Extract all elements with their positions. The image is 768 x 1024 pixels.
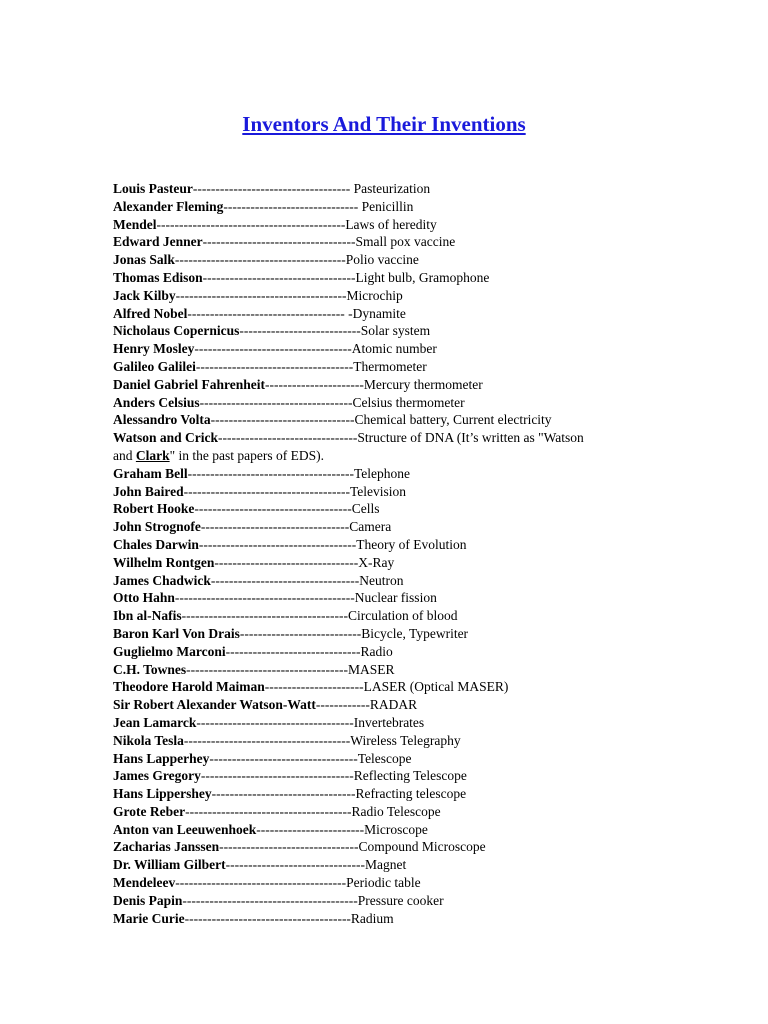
invention-text: -----------------------------------Atomic number [194,341,437,357]
list-item [113,625,653,643]
invention-text: --------------------------------------Periodic table [175,875,421,891]
inventor-name: Baron Karl Von Drais [113,625,240,641]
list-item [113,394,653,412]
list-item [113,518,653,536]
inventor-name: John Baired [113,483,184,499]
inventor-name: Louis Pasteur [113,181,193,196]
list-item [113,892,653,910]
invention-text: -----------------------------------Cells [194,501,380,517]
invention-text: -------------------------------Structure of DNA (It’s written as "Watson [218,430,584,446]
invention-text: ---------------------------------Telescope [209,750,412,766]
invention-text: -----------------------------------Theory of Evolution [198,536,467,552]
invention-text: ----------------------------------Small pox vaccine [202,234,456,250]
invention-text: -------------------------------------Television [183,483,407,499]
list-item [113,678,653,696]
invention-text: -------------------------------Magnet [225,857,407,873]
invention-text: ------------------------------------MASER [186,661,395,677]
list-item [113,376,653,394]
list-item [113,661,653,679]
list-item [113,465,653,483]
inventor-name: John Strognofe [113,519,201,535]
inventor-name: Anders Celsius [113,394,200,410]
invention-text: ---------------------------------------Pressure cooker [182,892,444,908]
list-item [113,732,653,750]
invention-text: ---------------------------------Neutron [210,572,404,588]
invention-text: ---------------------------------Camera [200,519,392,535]
invention-text: ----------------------------------Light bulb, Gramophone [202,269,490,285]
list-item [113,411,653,429]
invention-text: ------------------------------ Penicillin [223,198,414,214]
invention-text: -------------------------------------Radium [184,910,394,926]
invention-text: ------------------------------Radio [225,643,393,659]
inventor-name: Edward Jenner [113,234,203,250]
list-item [113,500,653,518]
list-item [113,714,653,732]
invention-text: ----------------------------------- -Dynamite [187,305,406,321]
list-item [113,785,653,803]
list-item [113,838,653,856]
invention-text: -------------------------------------Radio Telescope [185,803,441,819]
invention-text: ------------------------------------------Laws of heredity [156,216,437,232]
list-item [113,696,653,714]
inventor-name: Mendeleev [113,875,176,891]
list-item [113,429,653,465]
inventor-name: James Chadwick [113,572,211,588]
list-item [113,821,653,839]
inventor-name: Nikola Tesla [113,732,184,748]
document-title: Inventors And Their Inventions [242,112,526,136]
inventor-name: Hans Lippershey [113,786,212,802]
inventor-name: Thomas Edison [113,269,203,285]
list-item [113,767,653,785]
list-item [113,233,653,251]
list-item [113,287,653,305]
list-item [113,198,653,216]
list-item [113,607,653,625]
invention-text: ---------------------------Solar system [239,323,431,339]
inventor-name: Robert Hooke [113,501,195,517]
invention-text: ----------------------------------Reflecting Telescope [200,768,467,784]
list-item [113,322,653,340]
inventor-name: Otto Hahn [113,590,175,606]
inventor-name: Ibn al-Nafis [113,608,182,624]
invention-text: ----------------------------------- Pasteurization [192,181,431,196]
inventor-name: Alexander Fleming [113,198,224,214]
list-item [113,269,653,287]
list-item [113,572,653,590]
list-item [113,856,653,874]
invention-text: -------------------------------------Circulation of blood [181,608,458,624]
inventor-name: Daniel Gabriel Fahrenheit [113,376,265,392]
list-item [113,251,653,269]
inventor-list [113,180,653,927]
invention-text: --------------------------------Refracting telescope [211,786,467,802]
inventor-name: Jean Lamarck [113,714,197,730]
inventor-name: Hans Lapperhey [113,750,210,766]
invention-text: -----------------------------------Thermometer [195,358,427,374]
invention-text: -------------------------------------Telephone [187,465,410,481]
inventor-name: Jack Kilby [113,287,176,303]
list-item [113,589,653,607]
invention-text: ----------------------LASER (Optical MASER) [264,679,509,695]
list-item [113,910,653,928]
invention-text: ---------------------------Bicycle, Typewriter [239,625,469,641]
list-item [113,216,653,234]
inventor-name: Galileo Galilei [113,358,196,374]
list-item [113,874,653,892]
inventor-name: Jonas Salk [113,252,175,268]
list-item [113,340,653,358]
invention-text: ------------------------Microscope [256,821,428,837]
invention-text: --------------------------------Chemical battery, Current electricity [210,412,552,428]
inventor-name: C.H. Townes [113,661,187,677]
inventor-name: Grote Reber [113,803,186,819]
inventor-name: Graham Bell [113,465,188,481]
invention-text: -------------------------------------Wireless Telegraphy [183,732,461,748]
inventor-name: Wilhelm Rontgen [113,554,215,570]
invention-text: --------------------------------X-Ray [214,554,395,570]
list-item [113,643,653,661]
list-item [113,483,653,501]
list-item [113,358,653,376]
invention-text: ------------RADAR [315,697,418,713]
list-item [113,305,653,323]
inventor-name: James Gregory [113,768,201,784]
inventor-name: Watson and Crick [113,430,219,446]
list-item [113,803,653,821]
inventor-name: Zacharias Janssen [113,839,220,855]
invention-text: --------------------------------------Polio vaccine [174,252,419,268]
continuation-line [113,447,653,465]
invention-text: -----------------------------------Invertebrates [196,714,425,730]
continuation-text: and [113,447,136,463]
inventor-name: Mendel [113,216,157,232]
inventor-name: Nicholaus Copernicus [113,323,240,339]
clark-link[interactable]: Clark [135,447,170,463]
inventor-name: Dr. William Gilbert [113,857,226,873]
invention-text: ----------------------------------------Nuclear fission [174,590,437,606]
inventor-name: Alessandro Volta [113,412,211,428]
inventor-name: Theodore Harold Maiman [113,679,265,695]
inventor-name: Chales Darwin [113,536,199,552]
inventor-name: Sir Robert Alexander Watson-Watt [113,697,316,713]
inventor-name: Henry Mosley [113,341,195,357]
inventor-name: Marie Curie [113,910,185,926]
invention-text: ----------------------Mercury thermometer [265,376,483,392]
inventor-name: Anton van Leeuwenhoek [113,821,257,837]
list-item [113,180,653,198]
invention-text: -------------------------------Compound Microscope [219,839,486,855]
invention-text: ----------------------------------Celsius thermometer [199,394,465,410]
inventor-name: Guglielmo Marconi [113,643,226,659]
list-item [113,536,653,554]
inventor-name: Alfred Nobel [113,305,188,321]
list-item [113,554,653,572]
invention-text: --------------------------------------Microchip [175,287,403,303]
list-item [113,750,653,768]
continuation-text: " in the past papers of EDS). [169,447,324,463]
inventor-name: Denis Papin [113,892,183,908]
